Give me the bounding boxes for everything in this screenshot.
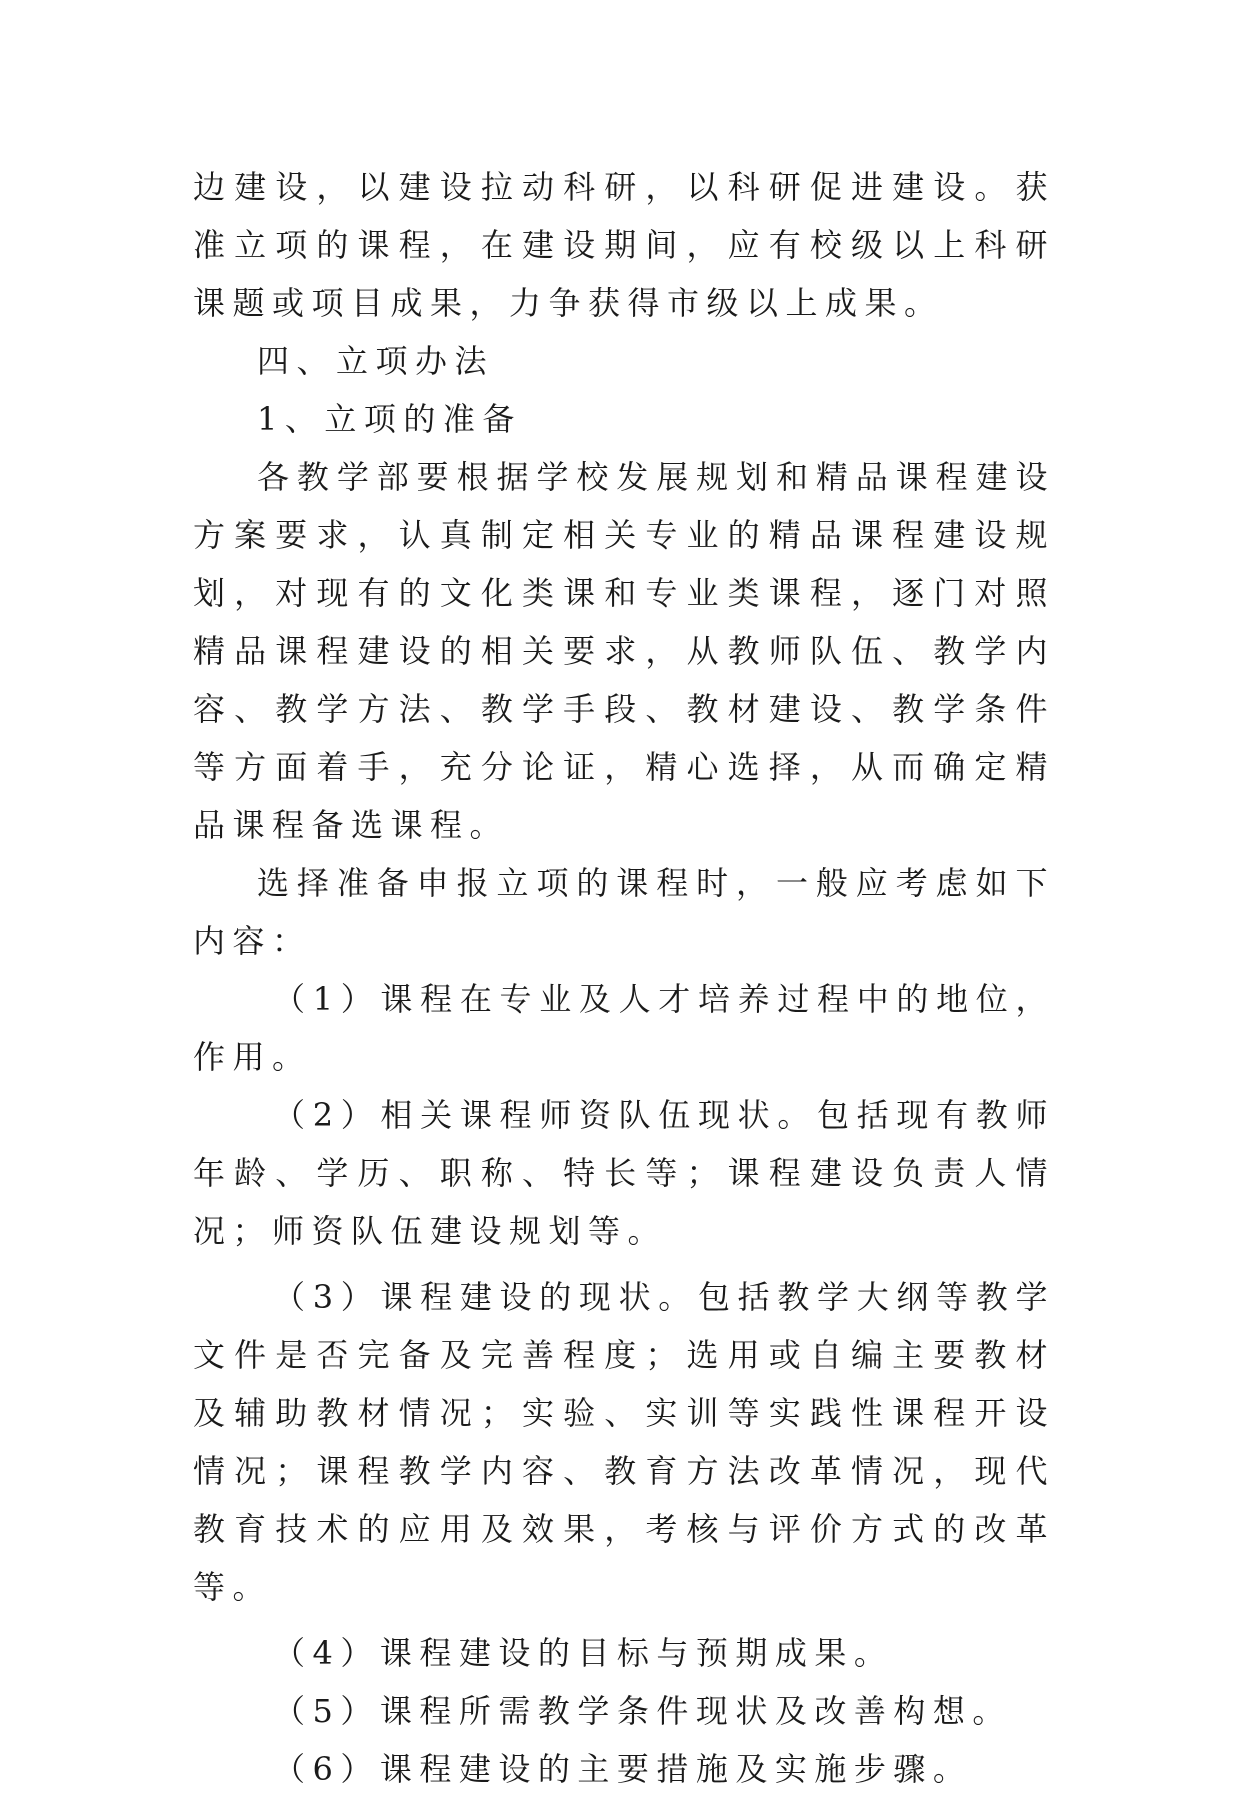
list-item-3: （3）课程建设的现状。包括教学大纲等教学文件是否完备及完善程度；选用或自编主要教材及辅助教材情况；实验、实训等实践性课程开设情况；课程教学内容、教育方法改革情况，现代教育技术的应用及效果，考核与评价方式的改革等。 [193, 1278, 1055, 1606]
list-item-5: （5）课程所需教学条件现状及改善构想。 [273, 1692, 1012, 1730]
list-item-1: （1）课程在专业及人才培养过程中的地位，作用。 [193, 980, 1055, 1076]
paragraph-department-requirements: 各教学部要根据学校发展规划和精品课程建设方案要求，认真制定相关专业的精品课程建设规划，对现有的文化类课和专业类课程，逐门对照精品课程建设的相关要求，从教师队伍、教学内容、教学方法、教学手段、教材建设、教学条件等方面着手，充分论证，精心选择，从而确定精品课程备选课程。 [193, 458, 1055, 844]
list-item-4: （4）课程建设的目标与预期成果。 [273, 1634, 894, 1672]
list-item-2: （2）相关课程师资队伍现状。包括现有教师年龄、学历、职称、特长等；课程建设负责人情况；师资队伍建设规划等。 [193, 1096, 1055, 1250]
list-item-6: （6）课程建设的主要措施及实施步骤。 [273, 1750, 973, 1788]
section-heading-establishment-method: 四、立项办法 [257, 342, 495, 380]
paragraph-selection-considerations: 选择准备申报立项的课程时，一般应考虑如下内容： [193, 864, 1055, 960]
paragraph-continuation: 边建设，以建设拉动科研，以科研促进建设。获准立项的课程，在建设期间，应有校级以上科研课题或项目成果，力争获得市级以上成果。 [193, 168, 1055, 322]
document-body [193, 158, 1055, 1798]
subsection-heading-preparation: 1、立项的准备 [257, 400, 522, 438]
